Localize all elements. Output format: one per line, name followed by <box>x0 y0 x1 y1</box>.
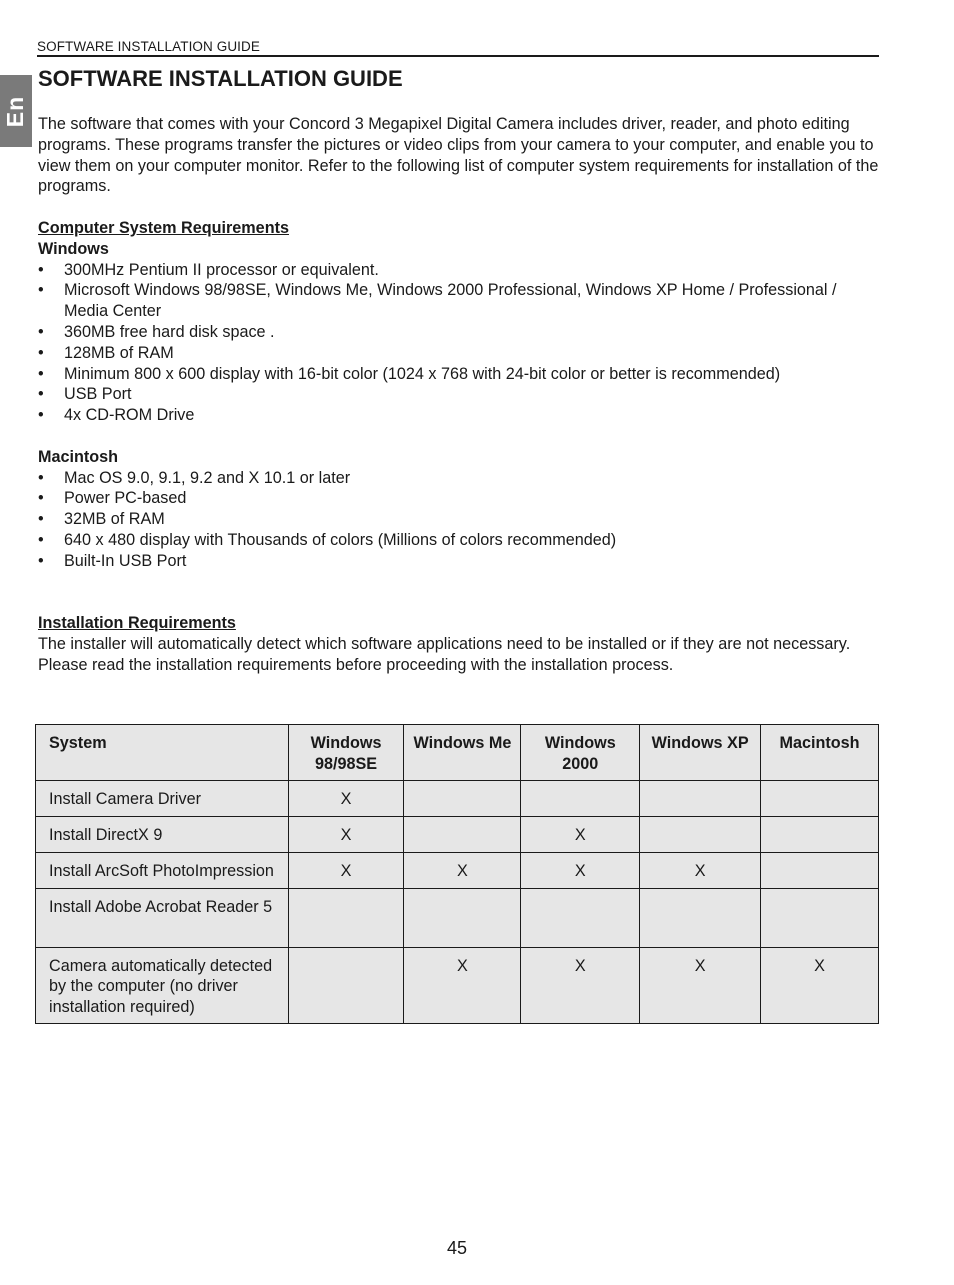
table-cell <box>521 888 640 947</box>
list-item: • 640 x 480 display with Thousands of colors (Millions of colors recommended) <box>38 530 880 551</box>
table-cell <box>761 780 879 816</box>
macintosh-requirements-list <box>38 468 880 572</box>
running-header: SOFTWARE INSTALLATION GUIDE <box>37 39 879 57</box>
table-cell <box>521 780 640 816</box>
intro-paragraph: The software that comes with your Concord 3 Megapixel Digital Camera includes driver, reader, and photo editing programs. These programs transfer the pictures or video clips from your camera to your computer, and enable you to view them on your computer monitor. Refer to the following list of computer system requirements for installation of the programs. <box>38 115 879 196</box>
column-header: Windows 2000 <box>521 725 640 781</box>
table-header-row <box>36 725 879 781</box>
table-cell: Install Adobe Acrobat Reader 5 <box>36 888 289 947</box>
table-cell: X <box>521 852 640 888</box>
table-cell <box>761 888 879 947</box>
table-cell: X <box>404 947 521 1023</box>
list-item: • 360MB free hard disk space . <box>38 322 880 343</box>
table-cell <box>640 780 761 816</box>
table-cell <box>640 816 761 852</box>
table-row <box>36 816 879 852</box>
page-number: 45 <box>446 1238 468 1258</box>
table-cell: X <box>640 852 761 888</box>
column-header: System <box>36 725 289 781</box>
table-cell <box>404 888 521 947</box>
list-item: • 300MHz Pentium II processor or equivalent. <box>38 260 880 281</box>
list-item: • Mac OS 9.0, 9.1, 9.2 and X 10.1 or later <box>38 468 880 489</box>
table-cell <box>404 816 521 852</box>
installation-requirements-title: Installation Requirements <box>38 614 236 633</box>
table-row <box>36 852 879 888</box>
table-cell <box>761 852 879 888</box>
table-cell: X <box>761 947 879 1023</box>
installation-paragraph: The installer will automatically detect which software applications need to be installed or if they are not necessary. Please read the installation requirements before proceeding with the installation process. <box>38 634 851 674</box>
table-cell: Install ArcSoft PhotoImpression <box>36 852 289 888</box>
table-cell <box>640 888 761 947</box>
language-tab-label: En <box>2 95 29 127</box>
table-cell <box>761 816 879 852</box>
list-item: • Microsoft Windows 98/98SE, Windows Me, Windows 2000 Professional, Windows XP Home / Professional / Media Center <box>38 280 880 322</box>
table-cell: X <box>640 947 761 1023</box>
windows-requirements-title: Windows <box>38 239 109 258</box>
page-title: SOFTWARE INSTALLATION GUIDE <box>38 66 403 91</box>
list-item: • Built-In USB Port <box>38 551 880 572</box>
table-cell: X <box>521 947 640 1023</box>
table-cell <box>288 947 404 1023</box>
column-header: Windows Me <box>404 725 521 781</box>
page-content <box>38 64 880 676</box>
language-tab <box>0 75 32 147</box>
list-item: • USB Port <box>38 384 880 405</box>
list-item: • Minimum 800 x 600 display with 16-bit color (1024 x 768 with 24-bit color or better is recommended) <box>38 364 880 385</box>
column-header: Windows 98/98SE <box>288 725 404 781</box>
table-row <box>36 947 879 1023</box>
system-requirements-title: Computer System Requirements <box>38 218 289 237</box>
list-item: • 32MB of RAM <box>38 509 880 530</box>
table-cell: X <box>288 780 404 816</box>
table-cell: Camera automatically detected by the computer (no driver installation required) <box>36 947 289 1023</box>
table-cell: X <box>288 816 404 852</box>
table-cell <box>404 780 521 816</box>
column-header: Macintosh <box>761 725 879 781</box>
macintosh-requirements-title: Macintosh <box>38 447 119 466</box>
list-item: • 4x CD-ROM Drive <box>38 405 880 426</box>
table-cell: X <box>521 816 640 852</box>
column-header: Windows XP <box>640 725 761 781</box>
list-item: • Power PC-based <box>38 488 880 509</box>
installation-requirements-table <box>35 724 879 1024</box>
windows-requirements-list <box>38 260 880 426</box>
table-row <box>36 888 879 947</box>
table-cell: Install DirectX 9 <box>36 816 289 852</box>
table-cell: X <box>288 852 404 888</box>
list-item: • 128MB of RAM <box>38 343 880 364</box>
table-cell: Install Camera Driver <box>36 780 289 816</box>
table-cell: X <box>404 852 521 888</box>
table-row <box>36 780 879 816</box>
table-cell <box>288 888 404 947</box>
